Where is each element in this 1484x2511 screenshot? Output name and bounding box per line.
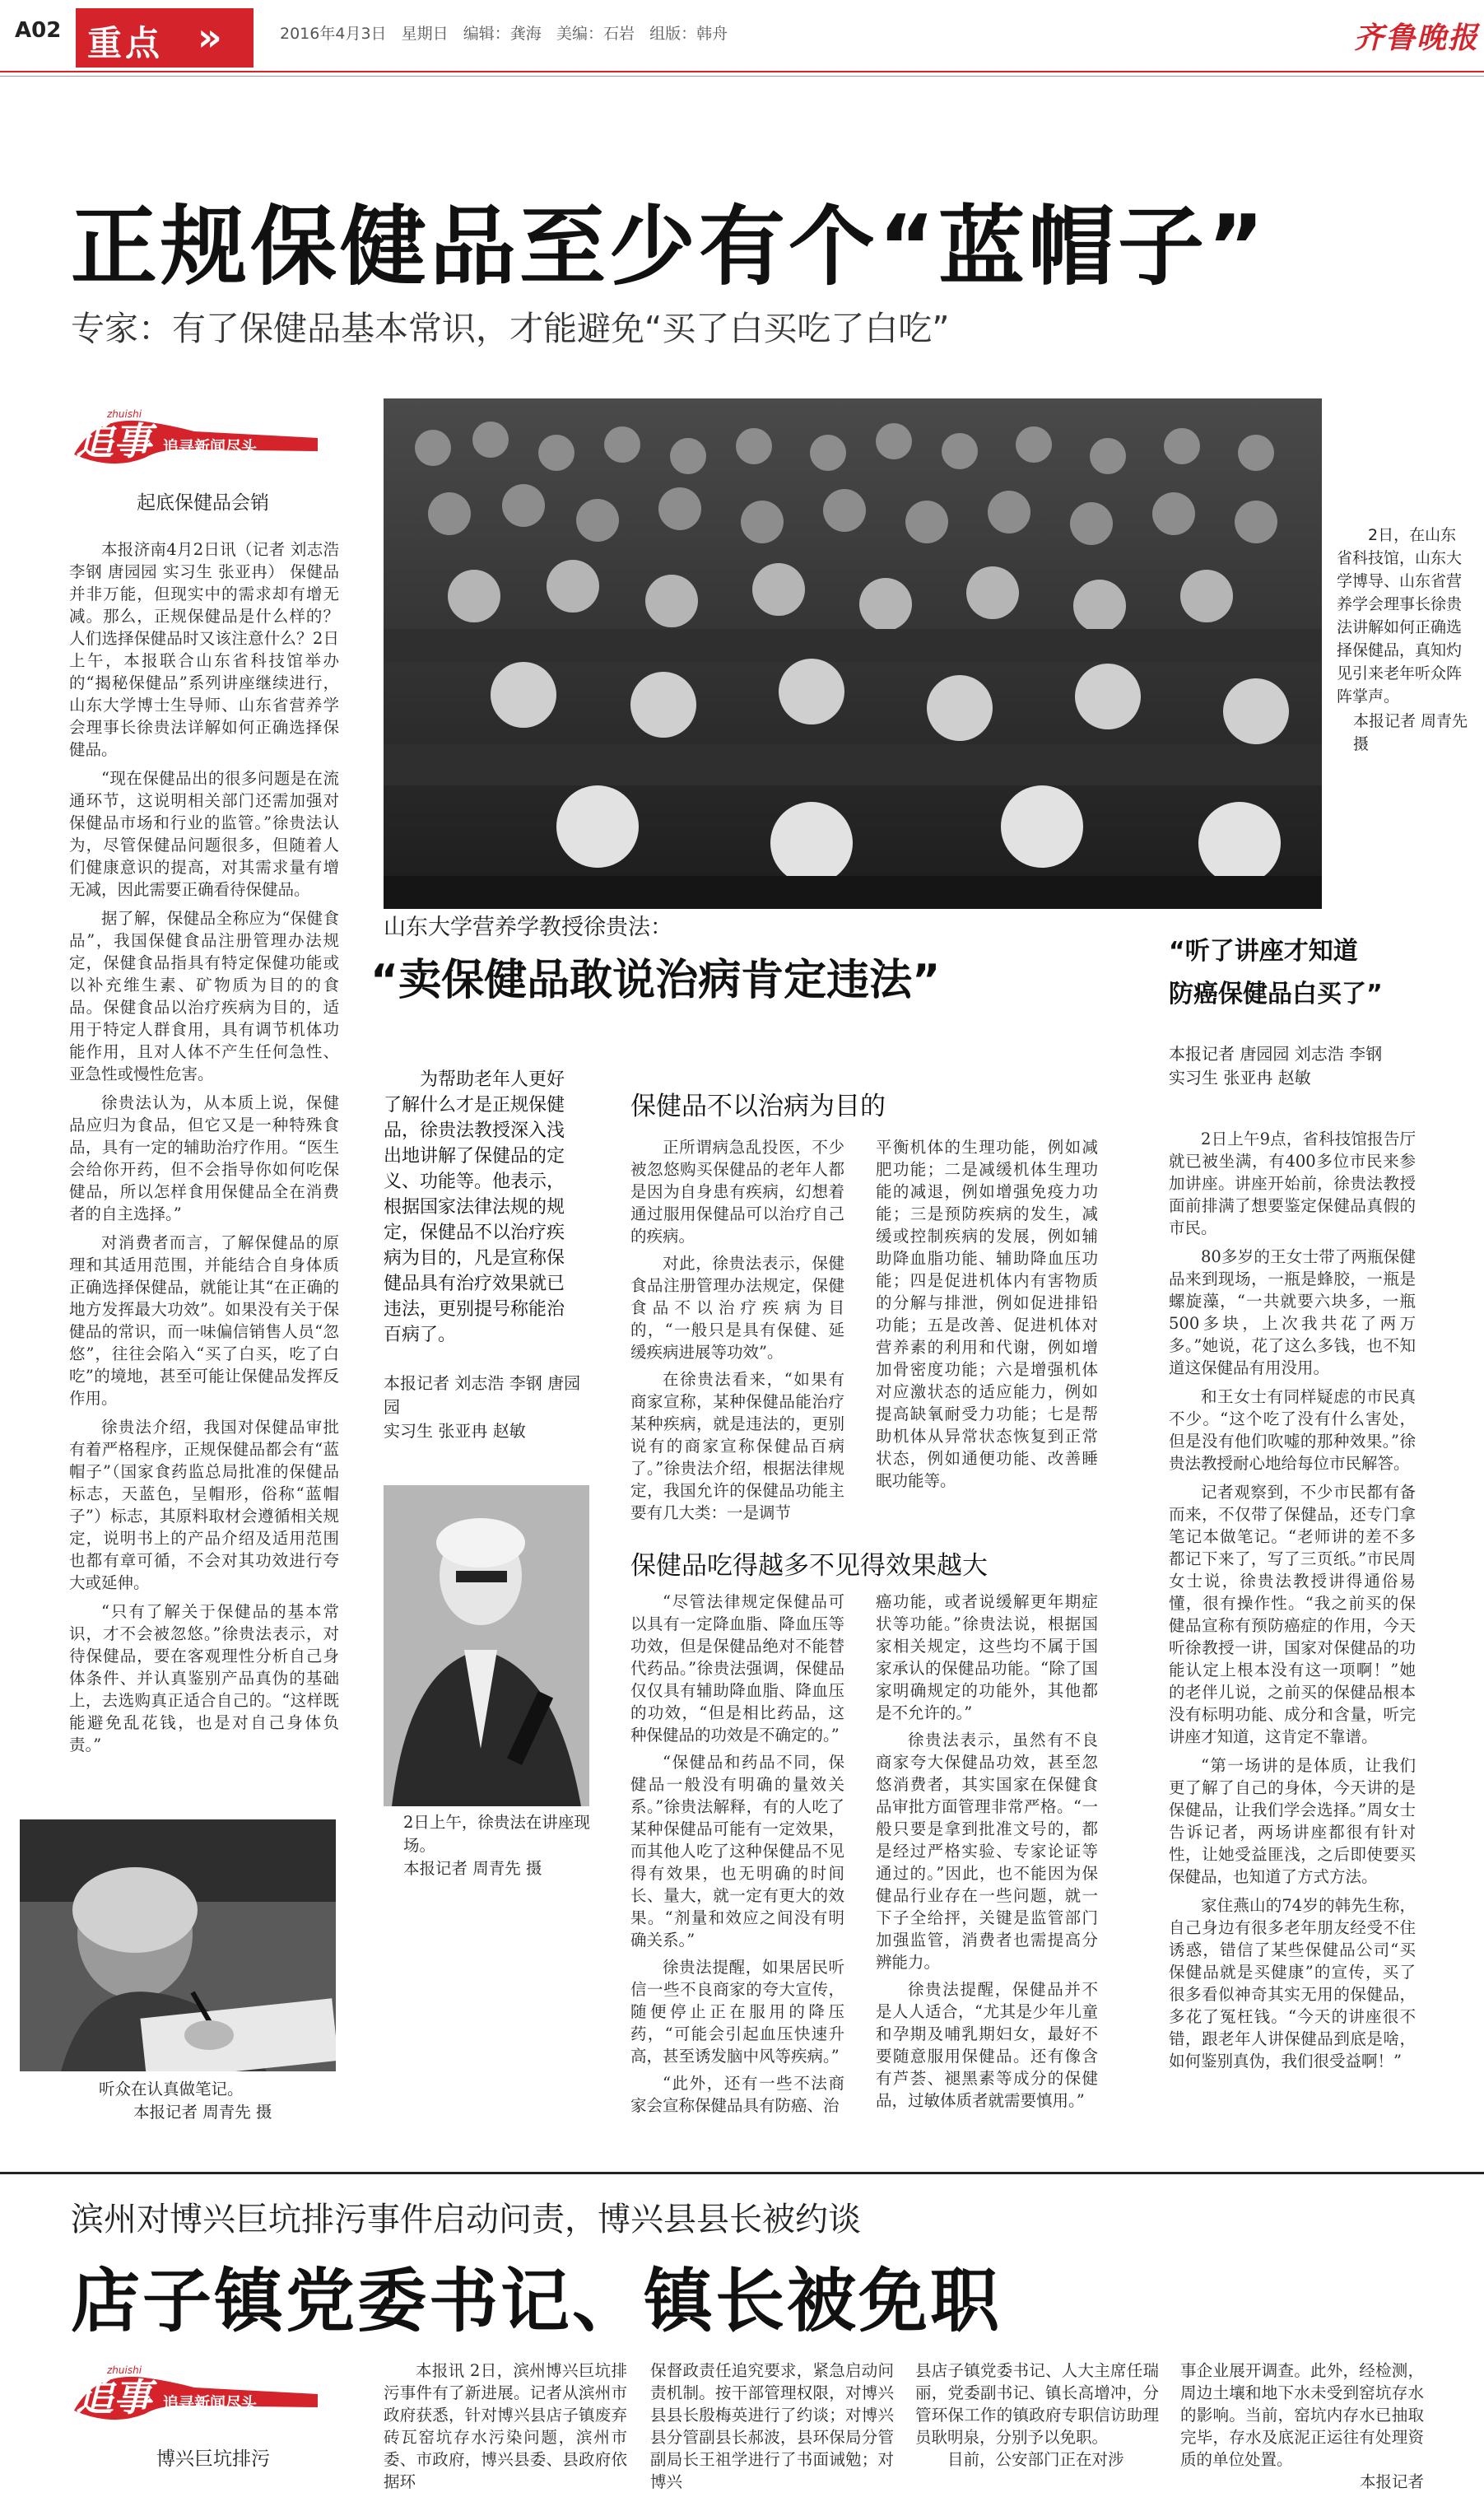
elder-photo xyxy=(20,1819,336,2071)
lead-subheadline: 专家：有了保健品基本常识，才能避免“买了白买吃了白吃” xyxy=(71,309,950,348)
left-paragraph: 对消费者而言，了解保健品的原理和其适用范围，并能结合自身体质正确选择保健品，就能让其“在正确的地方发挥最大功效”。如果没有关于保健品的常识，而一味偏信销售人员“忽悠”，往往会陷入“买了白买，吃了白吃”的境地，甚至可能让保健品发挥反作用。 xyxy=(69,1233,339,1408)
bottom-paragraph: 目前，公安部门正在对涉 xyxy=(947,2450,1124,2469)
right-paragraph: 和王女士有同样疑虑的市民真不少。“这个吃了没有什么害处，但是没有他们吹嘘的那种效果。”徐贵法教授耐心地给每位市民解答。 xyxy=(1169,1387,1416,1473)
masthead-layout: 组版：韩舟 xyxy=(649,25,728,43)
bottom-credit: 本报记者 xyxy=(1359,2472,1424,2491)
portrait-caption xyxy=(403,1811,593,1880)
center-byline-2: 实习生 张亚冉 赵敏 xyxy=(384,1421,526,1441)
left-paragraph: 徐贵法介绍，我国对保健品审批有着严格程序，正规保健品都会有“蓝帽子”（国家食药监总局批准的保健品标志，天蓝色，呈帽形，俗称“蓝帽子”）标志，其原料取材会遵循相关规定，说明书上的产品介绍及适用范围也都有章可循，不会对其功效进行夸大或延伸。 xyxy=(69,1418,339,1592)
right-column-text xyxy=(1169,1128,1416,2141)
masthead-date: 2016年4月3日 xyxy=(280,25,387,43)
section2-paragraph: 徐贵法表示，虽然有不良商家夸大保健品功效，甚至忽悠消费者，其实国家在保健食品审批方面管理非常严格。“一般只要是拿到批准文号的，都是经过严格实验、专家论证等通过的。”因此，也不能因为保健品行业存在一些问题，就一下子全给抨，关键是监管部门加强监管，消费者也需提高分辨能力。 xyxy=(876,1731,1098,1972)
bottom-kicker: 滨州对博兴巨坑排污事件启动问责，博兴县县长被约谈 xyxy=(71,2201,861,2238)
bottom-col4 xyxy=(1180,2360,1424,2508)
main-caption-credit: 本报记者 周青先 摄 xyxy=(1353,712,1468,753)
right-headline xyxy=(1169,930,1383,1016)
right-headline-line2: 防癌保健品白买了” xyxy=(1169,980,1383,1009)
center-intro xyxy=(384,1067,581,1348)
portrait-caption-text: 2日上午，徐贵法在讲座现场。 xyxy=(403,1813,590,1855)
paper-logo: 齐鲁晚报 xyxy=(1354,21,1480,55)
left-paragraph: 徐贵法认为，从本质上说，保健品应归为食品，但它又是一种特殊食品，具有一定的辅助治疗作用。“医生会给你开药，但不会指导你如何吃保健品，所以怎样食用保健品全在消费者的自主选择。” xyxy=(69,1093,339,1223)
center-byline xyxy=(384,1372,589,1443)
section-arrow-icon: » xyxy=(198,15,222,59)
zhuishi-pinyin: zhuishi xyxy=(107,408,142,420)
section-label: 重点 xyxy=(87,23,164,63)
main-photo-caption xyxy=(1337,524,1468,756)
main-photo xyxy=(384,398,1322,909)
section2-col1 xyxy=(630,1591,844,2134)
right-byline xyxy=(1169,1042,1440,1090)
elder-writing-image xyxy=(20,1819,336,2071)
section1-paragraph: 在徐贵法看来，“如果有商家宣称，某种保健品能治疗某种疾病，就是违法的，更别说有的商家宣称保健品百病了。”徐贵法介绍，根据法律规定，我国允许的保健品功能主要有几大类：一是调节 xyxy=(630,1370,844,1522)
elder-caption-text: 听众在认真做笔记。 xyxy=(99,2080,244,2099)
audience-image xyxy=(384,398,1322,909)
section1-title: 保健品不以治病为目的 xyxy=(630,1092,886,1121)
right-paragraph: “第一场讲的是体质，让我们更了解了自己的身体，今天讲的是保健品，让我们学会选择。”周女士告诉记者，两场讲座都很有针对性，让她受益匪浅，之后即使要买保健品，也知道了方式方法。 xyxy=(1169,1756,1416,1886)
zhuishi-slogan: 追寻新闻尽头 xyxy=(163,2394,258,2412)
masthead-editor: 编辑：龚海 xyxy=(463,25,542,43)
section1-paragraph: 对此，徐贵法表示，保健食品注册管理办法规定，保健食品不以治疗疾病为目的，“一般只是具有保健、延缓疾病进展等功效”。 xyxy=(630,1254,844,1362)
section2-title: 保健品吃得越多不见得效果越大 xyxy=(630,1551,988,1581)
elder-caption-credit: 本报记者 周青先 摄 xyxy=(133,2103,272,2122)
section1-paragraph: 平衡机体的生理功能，例如减肥功能；二是减缓机体生理功能的减退，例如增强免疫力功能；三是预防疾病的发生，减缓或控制疾病的发展，例如辅助降血脂功能、辅助降血压功能；四是促进机体内有害物质的分解与排泄，例如促进排铅功能；五是改善、促进机体对营养素的利用和代谢，例如增加骨密度功能；六是增强机体对应激状态的适应能力，例如提高缺氧耐受力功能；七是帮助机体从异常状态恢复到正常状态，例如通便功能、改善睡眠功能等。 xyxy=(876,1138,1098,1490)
bottom-headline: 店子镇党委书记、镇长被免职 xyxy=(71,2261,1003,2341)
bottom-paragraph: 事企业展开调查。此外，经检测，周边土壤和地下水未受到窑坑存水的影响。当前，窑坑内存水已抽取完毕，存水及底泥正运往有处理资质的单位处置。 xyxy=(1180,2361,1424,2469)
section2-paragraph: 徐贵法提醒，如果居民听信一些不良商家的夸大宣传，随便停止正在服用的降压药，“可能会引起血压快速升高，甚至诱发脑中风等疾病。” xyxy=(630,1958,844,2066)
section-tag xyxy=(76,8,254,68)
section1-col1 xyxy=(630,1136,844,1531)
left-paragraph: 本报济南4月2日讯（记者 刘志浩 李钢 唐园园 实习生 张亚冉） 保健品并非万能，但现实中的需求却有增无减。那么，正规保健品是什么样的？人们选择保健品时又该注意什么？2日上午，本报联合山东省科技馆举办的“揭秘保健品”系列讲座继续进行，山东大学博士生导师、山东省营养学会理事长徐贵法详解如何正确选择保健品。 xyxy=(69,540,339,759)
bottom-col1 xyxy=(384,2360,627,2508)
zhuishi-logo-2 xyxy=(71,2363,318,2429)
center-kicker: 山东大学营养学教授徐贵法： xyxy=(384,915,672,940)
main-caption-text: 2日，在山东省科技馆，山东大学博导、山东省营养学会理事长徐贵法讲解如何正确选择保健品，真知灼见引来老年听众阵阵掌声。 xyxy=(1337,526,1463,706)
bottom-col3 xyxy=(915,2360,1159,2508)
bottom-series-title: 博兴巨坑排污 xyxy=(156,2448,270,2470)
bottom-col2 xyxy=(650,2360,894,2508)
left-column-text xyxy=(69,538,339,1905)
right-paragraph: 2日上午9点，省科技馆报告厅就已被坐满，有400多位市民来参加讲座。讲座开始前，徐贵法教授面前排满了想要鉴定保健品真假的市民。 xyxy=(1169,1130,1416,1237)
section1-col2 xyxy=(876,1136,1098,1531)
left-paragraph: “只有了解关于保健品的基本常识，才不会被忽悠。”徐贵法表示，对待保健品，要在客观理性分析自己身体条件、并认真鉴别产品真伪的基础上，去选购真正适合自己的。“这样既能避免乱花钱，也是对自己身体负责。” xyxy=(69,1602,339,1754)
right-paragraph: 家住燕山的74岁的韩先生称，自己身边有很多老年朋友经受不住诱惑，错信了某些保健品公司“买保健品就是买健康”的宣传，买了很多看似神奇其实无用的保健品，多花了冤枉钱。“今天的讲座很不错，跟老年人讲保健品到底是啥，如何鉴别真伪，我们很受益啊！” xyxy=(1169,1896,1416,2071)
section2-paragraph: “保健品和药品不同，保健品一般没有明确的量效关系。”徐贵法解释，有的人吃了某种保健品可能有一定效果，而其他人吃了这种保健品不见得有效果，也无明确的时间长、量大，就一定有更大的效果。“剂量和效应之间没有明确关系。” xyxy=(630,1753,844,1950)
zhuishi-slogan: 追寻新闻尽头 xyxy=(163,438,258,456)
bottom-rule xyxy=(0,2172,1484,2174)
portrait-photo xyxy=(384,1485,589,1806)
left-paragraph: 据了解，保健品全称应为“保健食品”，我国保健食品注册管理办法规定，保健食品指具有特定保健功能或以补充维生素、矿物质为目的的食品。保健食品以治疗疾病为目的，适用于特定人群食用，具有调节机体功能作用，且对人体不产生任何急性、亚急性或慢性危害。 xyxy=(69,909,339,1083)
right-headline-line1: “听了讲座才知道 xyxy=(1169,937,1358,966)
zhuishi-char: 追事 xyxy=(76,419,151,464)
section2-paragraph: 徐贵法提醒，保健品并不是人人适合，“尤其是少年儿童和孕期及哺乳期妇女，最好不要随意服用保健品。还有像含有芦荟、褪黑素等成分的保健品，过敏体质者就需要慎用。” xyxy=(876,1980,1098,2110)
masthead-rule-thin xyxy=(0,76,1484,77)
zhuishi-char: 追事 xyxy=(76,2375,151,2420)
zhuishi-pinyin: zhuishi xyxy=(107,2364,142,2376)
zhuishi-logo xyxy=(71,407,318,473)
page-number: A02 xyxy=(15,18,62,43)
bottom-paragraph: 县店子镇党委书记、人大主席任瑞丽，党委副书记、镇长高增冲，分管环保工作的镇政府专职信访助理员耿明泉，分别予以免职。 xyxy=(915,2361,1159,2447)
lead-headline: 正规保健品至少有个“蓝帽子” xyxy=(71,197,1268,297)
masthead-art: 美编：石岩 xyxy=(556,25,635,43)
portrait-caption-credit: 本报记者 周青先 摄 xyxy=(403,1859,542,1878)
right-paragraph: 80多岁的王女士带了两瓶保健品来到现场，一瓶是蜂胶，一瓶是螺旋藻，“一共就要六块多，一瓶500多块，上次我共花了两万多。”她说，花了这么多钱，也不知道这保健品有用没用。 xyxy=(1169,1247,1416,1377)
section1-paragraph: 正所谓病急乱投医，不少被忽悠购买保健品的老年人都是因为自身患有疾病，幻想着通过服用保健品可以治疗自己的疾病。 xyxy=(630,1138,844,1246)
center-byline-1: 本报记者 刘志浩 李钢 唐园园 xyxy=(384,1373,581,1417)
masthead-weekday: 星期日 xyxy=(401,25,449,43)
masthead-info xyxy=(280,21,728,44)
center-intro-text: 为帮助老年人更好了解什么才是正规保健品，徐贵法教授深入浅出地讲解了保健品的定义、功能等。他表示，根据国家法律法规的规定，保健品不以治疗疾病为目的，凡是宣称保健品具有治疗效果就已违法，更别提号称能治百病了。 xyxy=(384,1069,565,1345)
masthead-rule xyxy=(0,71,1484,72)
center-headline: “卖保健品敢说治病肯定违法” xyxy=(370,956,941,1005)
section2-paragraph: “尽管法律规定保健品可以具有一定降血脂、降血压等功效，但是保健品绝对不能替代药品。”徐贵法强调，保健品仅仅具有辅助降血脂、降血压的功效，“但是相比药品，这种保健品的功效是不确定的。” xyxy=(630,1592,844,1745)
bottom-paragraph: 保督政责任追究要求，紧急启动问责机制。按干部管理权限，对博兴县县长殷梅英进行了约谈；对博兴县分管副县长郝波，县环保局分管副局长王祖学进行了书面诫勉；对博兴 xyxy=(650,2361,894,2491)
series-title: 起底保健品会销 xyxy=(137,492,269,514)
speaker-image xyxy=(384,1485,589,1806)
left-paragraph: “现在保健品出的很多问题是在流通环节，这说明相关部门还需加强对保健品市场和行业的监管。”徐贵法认为，尽管保健品问题很多，但随着人们健康意识的提高，对其需求量有增无减，因此需要正确看待保健品。 xyxy=(69,769,339,899)
bottom-paragraph: 本报讯 2日，滨州博兴巨坑排污事件有了新进展。记者从滨州市政府获悉，针对博兴县店子镇废弃砖瓦窑坑存水污染问题，滨州市委、市政府，博兴县委、县政府依据环 xyxy=(384,2361,627,2491)
section2-paragraph: “此外，还有一些不法商家会宣称保健品具有防癌、治 xyxy=(630,2074,844,2115)
section2-col2 xyxy=(876,1591,1098,2134)
right-byline-1: 本报记者 唐园园 刘志浩 李钢 xyxy=(1169,1044,1383,1064)
section2-paragraph: 癌功能，或者说缓解更年期症状等功能。”徐贵法说，根据国家相关规定，这些均不属于国家承认的保健品功能。“除了国家明确规定的功能外，其他都是不允许的。” xyxy=(876,1592,1098,1722)
right-byline-2: 实习生 张亚冉 赵敏 xyxy=(1169,1068,1311,1088)
elder-photo-caption xyxy=(99,2078,329,2124)
right-paragraph: 记者观察到，不少市民都有备而来，不仅带了保健品，还专门拿笔记本做笔记。“老师讲的差不多都记下来了，写了三页纸。”市民周女士说，徐贵法教授讲得通俗易懂，很有操作性。“我之前买的保健品宣称有预防癌症的作用，今天听徐教授一讲，国家对保健品的功能认定上根本没有这一项啊！”她的老伴儿说，之前买的保健品根本没有标明功能、成分和含量，听完讲座才知道，这肯定不靠谱。 xyxy=(1169,1483,1416,1746)
